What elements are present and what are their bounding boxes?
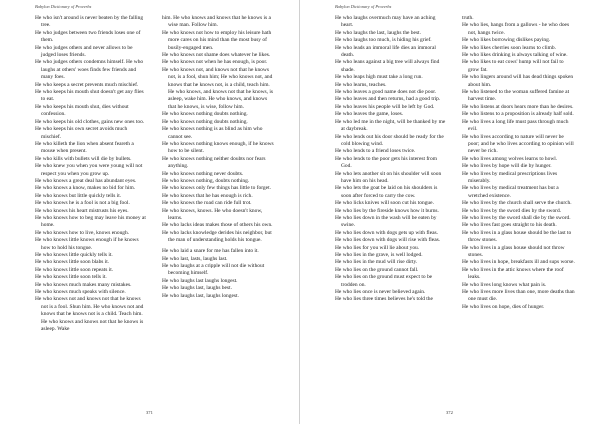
proverb-entry: He who knew you when you were young will not respect you when you grow up. bbox=[35, 163, 143, 177]
proverb-entry: He who lies in the grave, is well lodged. bbox=[335, 252, 423, 258]
proverb-entry: He who knows little knows enough if he knows how to hold his tongue. bbox=[35, 237, 139, 251]
proverb-entry: He who knows that he has enough is rich. bbox=[162, 192, 253, 199]
proverb-entry: He who lies three times believes he's told the bbox=[335, 296, 433, 303]
proverb-entry: He who knows how to beg may leave his money at home. bbox=[35, 214, 146, 229]
column-1 bbox=[35, 15, 148, 333]
page-number: 371 bbox=[146, 410, 153, 415]
proverb-entry: He who lives long knows what pain is. bbox=[462, 281, 547, 288]
proverb-entry: He who judges others and never allows to be judged loses friends. bbox=[35, 44, 133, 59]
proverb-entry: He who knows his heart mistrusts his eyes. bbox=[35, 207, 129, 214]
proverb-entry: He who knows he is a fool is not a big fool. bbox=[35, 200, 130, 207]
proverb-entry: He who laughs last laughs longest. bbox=[162, 277, 238, 284]
proverb-entry: He who leaves a good name does not die poor. bbox=[335, 89, 437, 96]
proverb-entry: He who keeps his old clothes, gains new ones too. bbox=[35, 118, 145, 125]
proverb-entry: He who knows little soon tells it. bbox=[35, 274, 107, 281]
proverb-entry: He who learns, teaches. bbox=[335, 81, 387, 88]
proverb-entry: He who lies down with dogs will rise with fleas. bbox=[335, 237, 441, 244]
proverb-entry: He who keeps his own secret avoids much mischief. bbox=[35, 126, 128, 140]
running-head: Babylon Dictionary of Proverbs bbox=[335, 4, 392, 9]
proverb-entry: He who knows a know, makes no bid for him. bbox=[35, 185, 136, 192]
proverb-entry: He who led me in the night, will be thanked by me at daybreak. bbox=[335, 118, 446, 133]
proverb-entry: He who lacks knowledge derides his neighbor, but the man of understanding holds his tongue. bbox=[162, 229, 272, 244]
proverb-entry: He who laid a snare for me has fallen into it. bbox=[162, 248, 259, 255]
proverb-entry: He who knows nothing doubts nothing. bbox=[162, 118, 248, 125]
proverb-entry: He who laughs last, laughs longest. bbox=[162, 292, 239, 299]
proverb-entry: He who licks knives will soon cut his tongue. bbox=[335, 200, 434, 207]
proverb-entry: He who lives fast goes straight to his death. bbox=[462, 222, 557, 229]
proverb-entry: He who lies down in the wash will be eaten by swine. bbox=[335, 214, 437, 229]
proverb-entry: He who killeth the lion when absent feareth a mouse when present. bbox=[35, 140, 134, 155]
proverb-entry: He who knows nothing doubts nothing. bbox=[162, 111, 248, 118]
proverb-entry: He who last, lasts, laughs last. bbox=[162, 255, 228, 262]
proverb-entry: He who listened to the woman suffered famine at harvest time. bbox=[462, 89, 570, 103]
proverb-entry: He who lives by the church shall serve the church. bbox=[462, 200, 572, 207]
proverb-entry: He who lets another sit on his shoulder will soon have him on his head. bbox=[335, 170, 442, 184]
proverb-entry: He who lends to a friend loses twice. bbox=[335, 148, 416, 155]
proverb-entry: He who laughs last, laughs best. bbox=[162, 285, 232, 292]
right-page bbox=[300, 0, 600, 424]
proverb-entry: He who judges between two friends loses one of them. bbox=[35, 29, 141, 44]
proverb-entry: He who knows not and knows not that he knows not is a fool. Shun him. He who knows not and knows that he knows not is a child. Teach him. He who knows and knows not that he knows is asleep. Wake bbox=[35, 296, 144, 333]
proverb-entry: He who knows much speaks with silence. bbox=[35, 289, 126, 296]
proverb-entry: He who knows nothing neither doubts nor fears anything. bbox=[162, 155, 266, 170]
column-2 bbox=[462, 15, 575, 311]
proverb-entry: He who laughs too much, is hiding his grief. bbox=[335, 37, 432, 44]
proverb-entry: He who lies in the mud will rise dirty. bbox=[335, 259, 418, 266]
proverb-entry: He who lies by the fireside knows how it burns. bbox=[335, 207, 439, 214]
proverb-entry: He who knows nothing, doubts nothing. bbox=[162, 177, 250, 184]
proverb-entry: He who lives on hope, dies of hunger. bbox=[462, 303, 545, 310]
proverb-entry: He who lives by medical prescriptions lives miserably. bbox=[462, 170, 558, 184]
proverb-entry: He who lies on the ground must expect to be trodden on. bbox=[335, 274, 433, 288]
proverb-entry: He who keeps a secret prevents much mischief. bbox=[35, 81, 139, 88]
proverb-entry: He who knows how to live, knows enough. bbox=[35, 229, 130, 236]
proverb-entry: He who knows but little quickly tells it. bbox=[35, 192, 122, 199]
proverb-entry: He who lives among wolves learns to howl. bbox=[462, 155, 558, 162]
proverb-entry: He who knows nothing never doubts. bbox=[162, 170, 244, 177]
proverb-entry: He who leaves the game, loses. bbox=[335, 111, 404, 118]
proverb-entry: He who knows much makes many mistakes. bbox=[35, 281, 132, 288]
proverb-entry: He who knows not, and knows not that he knows not, is a fool, shun him; He who knows not, and knows that he knows not, is a child, teach him. He who knows, and knows not that he knows, is asleep, wake him. He who knows, and knows that he knows, is wise, follow him. bbox=[162, 66, 273, 110]
proverb-entry: He who lives by hope will die by hunger. bbox=[462, 163, 552, 170]
proverb-entry: He who lives by the sword dies by the sword. bbox=[462, 207, 562, 214]
proverb-entry: He who knows the road can ride full trot. bbox=[162, 200, 252, 207]
proverb-entry: He who judges others condemns himself. He who laughs at others' woes finds few friends and many foes. bbox=[35, 59, 144, 81]
proverb-entry: He who knows nothing knows enough, if he knows how to be silent. bbox=[162, 140, 274, 155]
proverb-entry: He who knows only few things has little to forget. bbox=[162, 185, 271, 192]
proverb-entry: He who laughs at a cripple will not die without becoming himself. bbox=[162, 262, 265, 277]
text-columns bbox=[35, 15, 275, 333]
column-1 bbox=[335, 15, 448, 311]
proverb-entry: He who lives according to nature will never be poor; and he who lives according to opinion will never be rich. bbox=[462, 133, 574, 155]
proverb-entry: He who knows little soon repeats it. bbox=[35, 266, 114, 273]
proverb-entry: He who lacks ideas makes those of others his own. bbox=[162, 222, 273, 229]
page-number: 372 bbox=[446, 410, 453, 415]
column-2 bbox=[162, 15, 275, 333]
proverb-entry: He who lies once is never believed again. bbox=[335, 289, 426, 296]
proverb-entry: He who leaves his people will be left by God. bbox=[335, 103, 435, 110]
proverb-entry: He who lives in hope, breakfasts ill and sups worse. bbox=[462, 259, 575, 266]
proverb-entry: He who knows a great deal has abundant eyes. bbox=[35, 177, 137, 184]
proverb-entry: He who knows, knows. He who doesn't know, learns. bbox=[162, 207, 263, 221]
proverb-entry: He who lives in the attic knows where the roof leaks. bbox=[462, 266, 564, 281]
proverb-entry: He who laughs overmuch may have an aching heart. bbox=[335, 15, 436, 29]
proverb-entry: He who knows little soon blabs it. bbox=[35, 259, 110, 266]
proverb-entry: He who lies, hangs from a gallows - he who does not, hangs twice. bbox=[462, 22, 570, 36]
proverb-entry: He who lives more lives than one, more deaths than one must die. bbox=[462, 289, 575, 303]
proverb-entry: He who listens to a proposition is already half sold. bbox=[462, 111, 574, 118]
proverb-entry: He who knows nothing is as blind as him who cannot see. bbox=[162, 126, 263, 140]
proverb-entry: He who leans against a big tree will always find shade. bbox=[335, 59, 440, 73]
proverb-entry: He who leaps high must take a long run. bbox=[335, 74, 423, 81]
proverb-entry: He who lives by medical treatment has but a wretched existence. bbox=[462, 185, 559, 199]
proverb-entry: him. He who knows and knows that he knows is a wise man. Follow him. bbox=[162, 15, 271, 29]
proverb-entry: He who lives in a glass house should be the last to throw stones. bbox=[462, 229, 572, 244]
proverb-entry: He who laughs the last, laughs the best. bbox=[335, 29, 421, 36]
proverb-entry: He who lies for you will lie about you. bbox=[335, 244, 420, 251]
proverb-entry: He who keeps his mouth shut doesn't get any flies to eat. bbox=[35, 89, 144, 103]
proverb-entry: He who keeps his mouth shut, dies without confession. bbox=[35, 103, 129, 118]
text-columns bbox=[335, 15, 575, 311]
proverb-entry: He who lingers around will has dead things spoken about him. bbox=[462, 74, 574, 88]
proverb-entry: He who listens at doors hears more than he desires. bbox=[462, 103, 574, 110]
proverb-entry: He who likes drinking is always talking of wine. bbox=[462, 52, 568, 59]
proverb-entry: He who lives in a glass house should not throw stones. bbox=[462, 244, 565, 258]
proverb-entry: He who knows not how to employ his leisure hath more cares on his mind than the most busy of busily-engaged men. bbox=[162, 29, 272, 51]
proverb-entry: He who knows not when he has enough, is poor. bbox=[162, 59, 268, 66]
proverb-entry: He who likes borrowing dislikes paying. bbox=[462, 37, 551, 44]
proverb-entry: He who isn't around is never beaten by the falling tree. bbox=[35, 15, 144, 29]
proverb-entry: He who knows little quickly tells it. bbox=[35, 252, 113, 258]
proverb-entry: He who leads an immoral life dies an immoral death. bbox=[335, 44, 436, 59]
running-head: Babylon Dictionary of Proverbs bbox=[35, 4, 92, 9]
proverb-entry: He who kills with bullets will die by bullets. bbox=[35, 155, 132, 162]
proverb-entry: He who likes cherries soon learns to climb. bbox=[462, 44, 556, 51]
proverb-entry: truth. bbox=[462, 15, 474, 21]
proverb-entry: He who leaves and then returns, had a good trip. bbox=[335, 96, 441, 103]
proverb-entry: He who lends to the poor gets his interest from God. bbox=[335, 155, 437, 170]
proverb-entry: He who lets the goat be laid on his shoulders is soon after forced to carry the cow. bbox=[335, 185, 438, 199]
proverb-entry: He who knows not shame does whatever he likes. bbox=[162, 52, 271, 59]
proverb-entry: He who lives a long life must pass through much evil. bbox=[462, 118, 569, 133]
proverb-entry: He who lives by the sword shall die by the sword. bbox=[462, 214, 571, 221]
proverb-entry: He who lies down with dogs gets up with fleas. bbox=[335, 229, 438, 236]
proverb-entry: He who lends out his door should be ready for the cold blowing wind. bbox=[335, 133, 444, 147]
proverb-entry: He who likes to eat cows' hump will not fail to grow fat. bbox=[462, 59, 564, 73]
proverb-entry: He who lies on the ground cannot fall. bbox=[335, 266, 419, 273]
